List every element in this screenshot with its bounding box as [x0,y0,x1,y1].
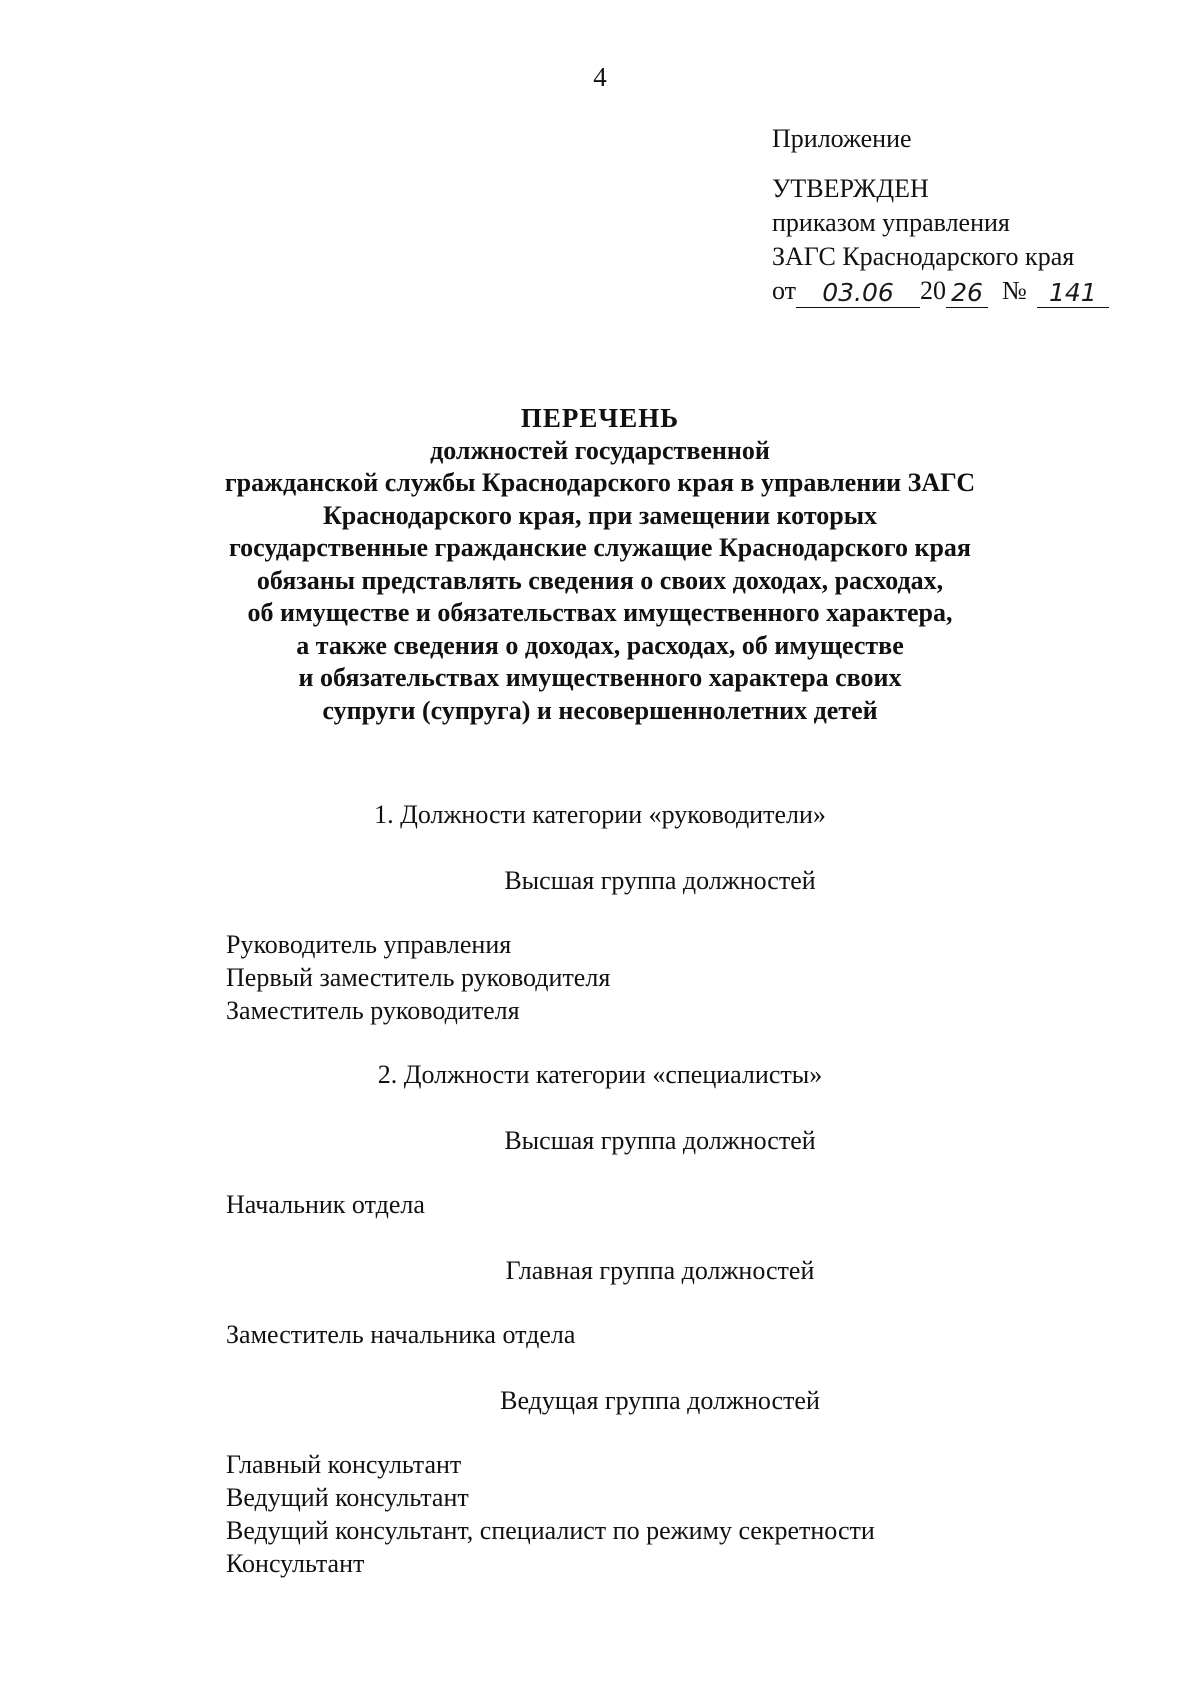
document-title [0,402,1200,727]
section-heading: 2. Должности категории «специалисты» [377,1060,823,1089]
title-line: должностей государственной [430,435,770,465]
positions-list [226,928,610,1027]
title-line: об имуществе и обязательствах имущественного характера, [247,598,953,627]
approval-date-line [772,274,1109,308]
handwritten-number: 141 [1037,280,1109,308]
page-number: 4 [593,62,607,92]
title-line: государственные гражданские служащие Краснодарского края [229,533,971,562]
positions-list [226,1318,575,1351]
positions-list [226,1188,425,1221]
list-item: Заместитель начальника отдела [226,1320,576,1349]
title-line: супруги (супруга) и несовершеннолетних детей [322,695,878,725]
list-item: Начальник отдела [226,1190,425,1219]
title-line: гражданской службы Краснодарского края в управлении ЗАГС [224,468,976,497]
date-prefix: от [772,276,797,305]
number-sign: № [1002,276,1027,305]
list-item: Консультант [226,1549,365,1578]
list-item: Ведущий консультант [226,1483,469,1512]
approval-stamp [772,122,1109,308]
title-line: Краснодарского края, при замещении которых [322,500,878,530]
list-item: Руководитель управления [226,930,512,959]
title-line: обязаны представлять сведения о своих доходах, расходах, [256,565,944,595]
title-line: а также сведения о доходах, расходах, об имуществе [296,630,904,660]
group-heading: Главная группа должностей [505,1256,815,1285]
section-heading: 1. Должности категории «руководители» [374,800,826,829]
approved-label: УТВЕРЖДЕН [772,174,929,203]
list-item: Главный консультант [226,1450,462,1479]
handwritten-year: 26 [946,280,988,308]
handwritten-date: 03.06 [796,280,920,308]
approval-line-1: приказом управления [772,208,1010,237]
group-heading: Высшая группа должностей [504,1126,816,1155]
group-heading: Высшая группа должностей [504,866,816,895]
list-item: Заместитель руководителя [226,996,520,1025]
title-line: и обязательствах имущественного характера своих [298,663,902,692]
list-item: Первый заместитель руководителя [226,963,611,992]
approval-line-2: ЗАГС Краснодарского края [772,242,1075,271]
positions-list [226,1448,875,1580]
list-item: Ведущий консультант, специалист по режиму секретности [226,1516,875,1545]
group-heading: Ведущая группа должностей [500,1386,820,1415]
title-main: ПЕРЕЧЕНЬ [520,403,680,433]
year-prefix: 20 [920,276,947,305]
appendix-label: Приложение [772,124,912,153]
